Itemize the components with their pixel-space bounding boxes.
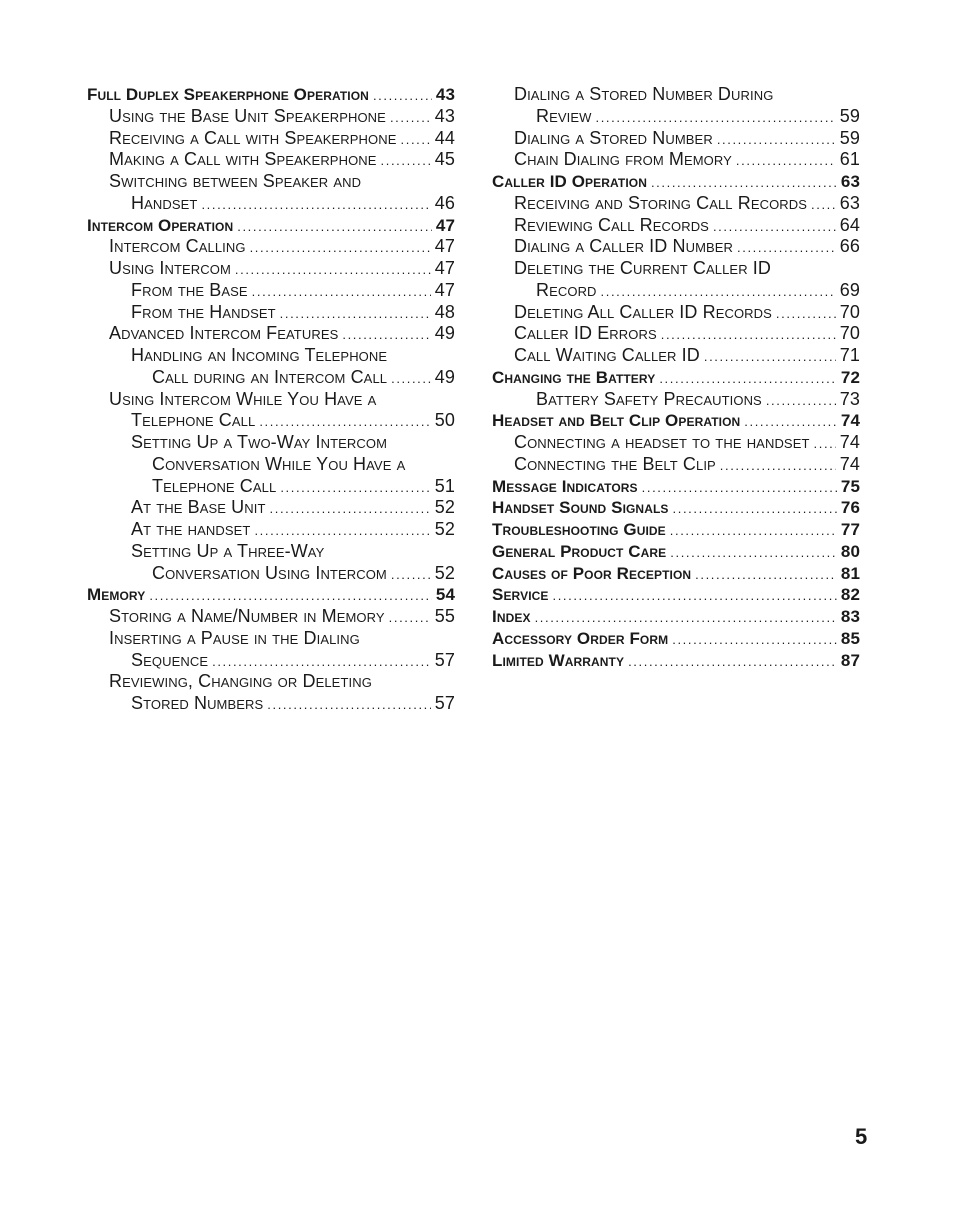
dot-leader <box>642 477 837 499</box>
toc-entry <box>87 650 455 672</box>
toc-entry <box>492 432 860 454</box>
dot-leader <box>704 346 836 368</box>
toc-column-left <box>87 84 455 715</box>
toc-entry-title: Stored Numbers <box>131 693 264 713</box>
dot-leader <box>250 237 431 259</box>
toc-page-number: 47 <box>434 236 455 257</box>
toc-entry-title: Intercom Operation <box>87 215 234 235</box>
toc-entry <box>87 236 455 258</box>
toc-entry-title: At the Base Unit <box>131 497 266 518</box>
dot-leader <box>259 411 430 433</box>
dot-leader <box>651 172 837 194</box>
toc-page-number: 48 <box>434 301 455 322</box>
toc-entry-title: From the Handset <box>131 301 276 322</box>
toc-entry <box>87 345 455 367</box>
toc-section-heading <box>87 215 455 237</box>
dot-leader <box>596 107 836 129</box>
toc-page-number: 83 <box>840 607 860 626</box>
toc-entry-title: Changing the Battery <box>492 367 656 387</box>
toc-page-number: 77 <box>840 520 860 539</box>
dot-leader <box>535 607 837 629</box>
toc-entry <box>492 280 860 302</box>
toc-page-number: 45 <box>434 149 455 170</box>
toc-section-heading <box>492 497 860 519</box>
toc-entry-title: Connecting a headset to the handset <box>514 432 810 452</box>
toc-entry-title: Caller ID Operation <box>492 172 647 191</box>
toc-entry <box>87 389 455 411</box>
toc-page-number: 55 <box>434 606 455 626</box>
toc-page-number: 50 <box>434 410 455 431</box>
toc-entry <box>87 541 455 563</box>
toc-entry-title: Using Intercom <box>109 258 231 278</box>
toc-entry <box>87 519 455 541</box>
toc-entry-title: Setting Up a Three-Way <box>131 540 325 561</box>
toc-entry <box>87 671 455 693</box>
toc-page-number: 52 <box>434 519 455 539</box>
dot-leader <box>776 303 836 325</box>
toc-page-number: 61 <box>839 149 860 170</box>
toc-entry-title: Handling an Incoming Telephone <box>131 345 388 365</box>
toc-page-number: 43 <box>435 85 455 104</box>
toc-page-number: 64 <box>839 214 860 235</box>
toc-entry-title: Limited Warranty <box>492 650 625 670</box>
dot-leader <box>254 520 430 542</box>
toc-entry-title: Message Indicators <box>492 476 638 496</box>
toc-entry-title: At the handset <box>131 519 251 539</box>
toc-page-number: 87 <box>840 650 860 670</box>
toc-entry <box>87 149 455 171</box>
toc-page-number: 72 <box>840 367 860 387</box>
toc-entry <box>87 497 455 519</box>
toc-entry <box>492 302 860 324</box>
toc-entry-title: Causes of Poor Reception <box>492 563 692 583</box>
toc-page-number: 74 <box>839 453 860 474</box>
toc-entry-title: Deleting All Caller ID Records <box>514 301 772 322</box>
dot-leader <box>391 564 431 586</box>
toc-section-heading <box>492 584 860 606</box>
toc-page-number: 73 <box>839 388 860 409</box>
dot-leader <box>766 390 836 412</box>
toc-entry-title: Call Waiting Caller ID <box>514 345 700 365</box>
dot-leader <box>553 585 837 607</box>
toc-entry <box>87 432 455 454</box>
dot-leader <box>736 150 836 172</box>
toc-entry-title: Telephone Call <box>131 410 256 431</box>
dot-leader <box>381 150 431 172</box>
toc-entry-title: Review <box>536 105 592 126</box>
dot-leader <box>670 542 837 564</box>
toc-section-heading <box>492 367 860 389</box>
toc-entry-title: Telephone Call <box>152 475 277 496</box>
toc-page-number: 71 <box>839 345 860 365</box>
toc-entry-title: Setting Up a Two-Way Intercom <box>131 432 388 452</box>
dot-leader <box>401 129 431 151</box>
toc-entry <box>87 454 455 476</box>
toc-entry-title: Caller ID Errors <box>514 323 657 344</box>
dot-leader <box>212 651 431 673</box>
toc-section-heading <box>87 584 455 606</box>
toc-page-number: 57 <box>434 693 455 713</box>
toc-entry-title: Receiving a Call with Speakerphone <box>109 127 397 148</box>
toc-page-number: 59 <box>839 105 860 126</box>
toc-entry-title: Conversation Using Intercom <box>152 562 387 583</box>
toc-entry-title: Intercom Calling <box>109 236 246 257</box>
toc-page-number: 76 <box>840 498 860 518</box>
toc-entry-title: Reviewing, Changing or Deleting <box>109 671 372 692</box>
toc-section-heading <box>492 541 860 563</box>
toc-entry-title: Dialing a Stored Number <box>514 127 713 148</box>
toc-entry-title: Using Intercom While You Have a <box>109 388 377 409</box>
dot-leader <box>390 107 431 129</box>
toc-entry-title: Call during an Intercom Call <box>152 366 388 387</box>
toc-entry-title: Record <box>536 279 597 300</box>
toc-page-number: 46 <box>434 192 455 213</box>
toc-entry-title: Headset and Belt Clip Operation <box>492 411 741 431</box>
toc-entry-title: From the Base <box>131 279 248 300</box>
toc-section-heading <box>492 628 860 650</box>
dot-leader <box>601 281 836 303</box>
toc-entry-title: Handset Sound Signals <box>492 498 669 518</box>
toc-entry <box>492 345 860 367</box>
toc-page-number: 80 <box>840 541 860 561</box>
dot-leader <box>737 237 836 259</box>
dot-leader <box>628 651 837 673</box>
toc-page-number: 51 <box>434 475 455 496</box>
toc-page-number: 81 <box>840 563 860 583</box>
toc-page-number: 69 <box>839 279 860 300</box>
toc-entry <box>87 563 455 585</box>
dot-leader <box>661 324 836 346</box>
dot-leader <box>237 216 432 238</box>
toc-entry-title: Inserting a Pause in the Dialing <box>109 627 360 648</box>
toc-entry <box>87 693 455 715</box>
toc-page-number: 44 <box>434 127 455 148</box>
toc-entry-title: Index <box>492 607 531 626</box>
toc-page-number: 47 <box>434 258 455 278</box>
toc-column-right <box>492 84 860 671</box>
toc-page-number: 59 <box>839 127 860 148</box>
toc-entry-title: Sequence <box>131 649 209 670</box>
toc-entry-title: Troubleshooting Guide <box>492 520 666 539</box>
dot-leader <box>267 694 430 716</box>
toc-entry <box>492 84 860 106</box>
toc-entry <box>87 367 455 389</box>
toc-entry <box>492 149 860 171</box>
dot-leader <box>720 455 836 477</box>
toc-page-number: 57 <box>434 649 455 670</box>
toc-page-number: 85 <box>840 628 860 648</box>
page-number: 5 <box>855 1124 868 1149</box>
toc-entry-title: Dialing a Caller ID Number <box>514 236 734 257</box>
dot-leader <box>811 194 836 216</box>
toc-page-number: 47 <box>434 279 455 300</box>
toc-entry <box>492 236 860 258</box>
toc-entry <box>87 128 455 150</box>
toc-entry <box>87 280 455 302</box>
toc-entry <box>87 476 455 498</box>
dot-leader <box>235 259 431 281</box>
toc-page-number: 49 <box>434 366 455 387</box>
toc-page-number: 54 <box>435 585 455 605</box>
toc-entry-title: Full Duplex Speakerphone Operation <box>87 85 369 104</box>
toc-entry <box>492 193 860 215</box>
dot-leader <box>280 477 430 499</box>
toc-entry-title: Chain Dialing from Memory <box>514 149 732 170</box>
toc-section-heading <box>492 476 860 498</box>
toc-page-number: 82 <box>840 585 860 605</box>
toc-entry <box>492 128 860 150</box>
toc-page-number: 47 <box>435 215 455 235</box>
toc-page-number: 70 <box>839 301 860 322</box>
toc-entry-title: Conversation While You Have a <box>152 453 406 474</box>
dot-leader <box>389 607 431 629</box>
toc-page-number: 66 <box>839 236 860 257</box>
toc-entry-title: Battery Safety Precautions <box>536 388 762 409</box>
dot-leader <box>149 585 432 607</box>
toc-entry-title: Making a Call with Speakerphone <box>109 149 377 170</box>
toc-section-heading <box>87 84 455 106</box>
toc-entry <box>87 628 455 650</box>
toc-entry <box>492 454 860 476</box>
toc-page-number: 74 <box>839 432 860 452</box>
dot-leader <box>695 564 837 586</box>
toc-entry-title: General Product Care <box>492 541 667 561</box>
toc-entry <box>87 106 455 128</box>
toc-page-number: 75 <box>840 476 860 496</box>
toc-entry-title: Reviewing Call Records <box>514 214 709 235</box>
toc-entry-title: Dialing a Stored Number During <box>514 84 774 104</box>
toc-page-number: 43 <box>434 105 455 126</box>
toc-entry <box>87 410 455 432</box>
dot-leader <box>252 281 431 303</box>
toc-section-heading <box>492 519 860 541</box>
dot-leader <box>673 498 837 520</box>
dot-leader <box>670 520 837 542</box>
toc-entry-title: Memory <box>87 585 146 605</box>
toc-entry <box>87 323 455 345</box>
toc-page-number: 74 <box>840 411 860 431</box>
dot-leader <box>280 303 431 325</box>
toc-entry <box>492 258 860 280</box>
toc-section-heading <box>492 606 860 628</box>
toc-entry <box>87 258 455 280</box>
toc-entry-title: Storing a Name/Number in Memory <box>109 606 385 626</box>
toc-entry-title: Advanced Intercom Features <box>109 323 339 344</box>
toc-entry-title: Handset <box>131 192 198 213</box>
toc-entry-title: Switching between Speaker and <box>109 171 362 191</box>
toc-page-number: 63 <box>840 172 860 191</box>
dot-leader <box>659 368 837 390</box>
toc-entry <box>492 389 860 411</box>
toc-entry <box>87 193 455 215</box>
toc-page-number: 63 <box>839 192 860 213</box>
dot-leader <box>391 368 431 390</box>
toc-entry-title: Using the Base Unit Speakerphone <box>109 105 386 126</box>
toc-entry <box>87 302 455 324</box>
toc-page-number: 52 <box>434 562 455 583</box>
toc-section-heading <box>492 171 860 193</box>
dot-leader <box>717 129 836 151</box>
toc-entry <box>492 215 860 237</box>
dot-leader <box>373 85 432 107</box>
dot-leader <box>672 629 837 651</box>
toc-entry <box>492 323 860 345</box>
toc-section-heading <box>492 650 860 672</box>
dot-leader <box>342 324 430 346</box>
toc-entry-title: Receiving and Storing Call Records <box>514 192 808 213</box>
toc-page-number: 70 <box>839 323 860 344</box>
toc-entry-title: Connecting the Belt Clip <box>514 453 716 474</box>
toc-entry <box>492 106 860 128</box>
toc-entry <box>87 171 455 193</box>
dot-leader <box>744 411 837 433</box>
toc-entry-title: Deleting the Current Caller ID <box>514 258 771 278</box>
toc-page-number: 49 <box>434 323 455 344</box>
dot-leader <box>713 216 836 238</box>
toc-page-number: 52 <box>434 497 455 518</box>
toc-section-heading <box>492 410 860 432</box>
dot-leader <box>201 194 430 216</box>
toc-entry-title: Service <box>492 585 549 605</box>
toc-entry-title: Accessory Order Form <box>492 628 669 648</box>
dot-leader <box>270 498 431 520</box>
toc-section-heading <box>492 563 860 585</box>
dot-leader <box>814 433 836 455</box>
toc-entry <box>87 606 455 628</box>
